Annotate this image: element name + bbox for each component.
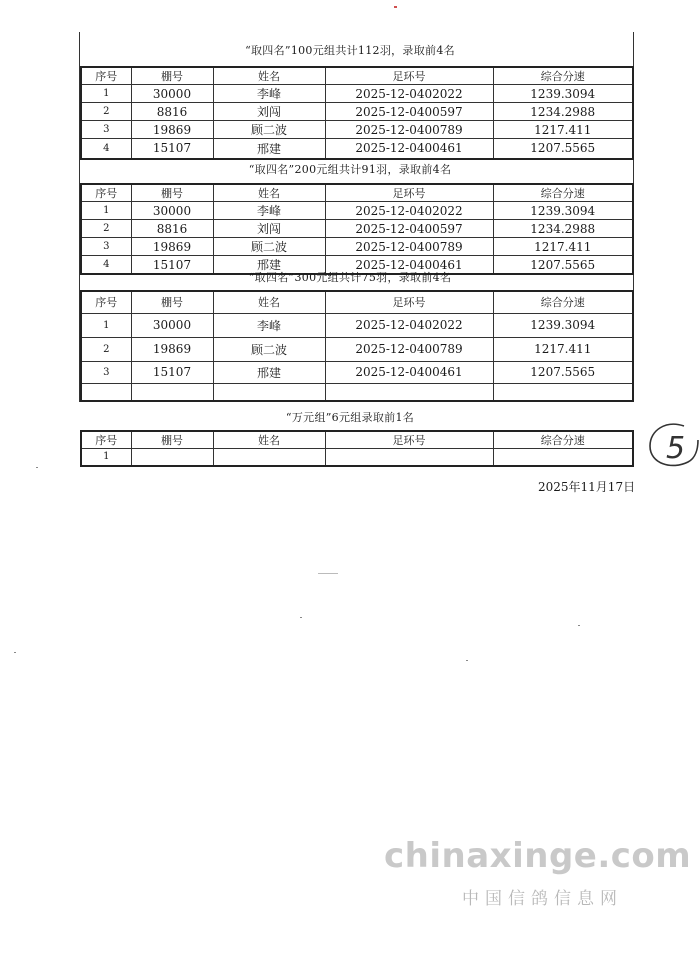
cell-ring: 2025-12-0400789 <box>325 238 493 256</box>
cell-seq <box>81 383 131 401</box>
results-table <box>80 430 634 467</box>
cell-seq: 2 <box>81 220 131 238</box>
cell-ring: 2025-12-0400461 <box>325 256 493 275</box>
scan-speck <box>14 652 16 653</box>
cell-seq: 1 <box>81 202 131 220</box>
cell-loft: 8816 <box>131 220 213 238</box>
header-loft: 棚号 <box>131 184 213 202</box>
scan-speck <box>466 660 468 661</box>
cell-loft: 30000 <box>131 85 213 103</box>
cell-speed <box>493 449 633 466</box>
cell-seq: 1 <box>81 449 131 466</box>
header-ring: 足环号 <box>325 431 493 449</box>
section-title: “万元组”6元组录取前1名 <box>285 411 415 424</box>
cell-name: 刘闯 <box>213 220 325 238</box>
cell-loft <box>131 449 213 466</box>
header-loft: 棚号 <box>131 431 213 449</box>
cell-ring <box>325 449 493 466</box>
cell-name: 李峰 <box>213 313 325 337</box>
table-row <box>81 139 633 159</box>
watermark-domain: chinaxinge.com <box>384 836 692 876</box>
document-date: 2025年11月17日 <box>538 480 636 494</box>
header-speed: 综合分速 <box>493 291 633 313</box>
cell-seq: 3 <box>81 361 131 383</box>
header-speed: 综合分速 <box>493 184 633 202</box>
header-ring: 足环号 <box>325 67 493 85</box>
cell-seq: 1 <box>81 85 131 103</box>
ink-speck <box>394 6 397 8</box>
table-row <box>81 238 633 256</box>
header-loft: 棚号 <box>131 67 213 85</box>
table-row <box>81 103 633 121</box>
cell-name: 李峰 <box>213 85 325 103</box>
cell-name: 顾二波 <box>213 121 325 139</box>
cell-loft: 15107 <box>131 139 213 159</box>
header-loft: 棚号 <box>131 291 213 313</box>
cell-seq: 2 <box>81 103 131 121</box>
cell-loft: 15107 <box>131 361 213 383</box>
cell-loft: 15107 <box>131 256 213 275</box>
cell-name: 邢建 <box>213 256 325 275</box>
table-row <box>81 121 633 139</box>
header-name: 姓名 <box>213 67 325 85</box>
cell-speed: 1234.2988 <box>493 103 633 121</box>
cell-loft: 19869 <box>131 238 213 256</box>
cell-name: 顾二波 <box>213 238 325 256</box>
results-table <box>80 290 634 402</box>
cell-ring: 2025-12-0400461 <box>325 139 493 159</box>
table-row <box>81 449 633 466</box>
cell-name: 刘闯 <box>213 103 325 121</box>
header-name: 姓名 <box>213 431 325 449</box>
cell-ring: 2025-12-0402022 <box>325 313 493 337</box>
cell-ring: 2025-12-0400597 <box>325 220 493 238</box>
handwritten-page-mark <box>644 418 700 474</box>
cell-seq: 4 <box>81 139 131 159</box>
section-title: “取四名”200元组共计91羽，录取前4名 <box>248 163 452 176</box>
cell-speed: 1217.411 <box>493 238 633 256</box>
cell-speed <box>493 383 633 401</box>
table-row <box>81 313 633 337</box>
cell-name: 邢建 <box>213 139 325 159</box>
cell-name: 李峰 <box>213 202 325 220</box>
table-row <box>81 85 633 103</box>
header-seq: 序号 <box>81 291 131 313</box>
cell-speed: 1207.5565 <box>493 256 633 275</box>
cell-ring <box>325 383 493 401</box>
section-title: “取四名”300元组共计75羽，录取前4名 <box>248 271 452 284</box>
table-row <box>81 383 633 401</box>
cell-speed: 1234.2988 <box>493 220 633 238</box>
handwritten-number: 5 <box>666 431 686 466</box>
table-row <box>81 220 633 238</box>
cell-seq: 2 <box>81 337 131 361</box>
cell-loft <box>131 383 213 401</box>
watermark-cn: 中国信鸽信息网 <box>462 889 623 909</box>
cell-ring: 2025-12-0400597 <box>325 103 493 121</box>
scan-speck <box>578 625 580 626</box>
scan-speck <box>300 617 302 618</box>
header-seq: 序号 <box>81 67 131 85</box>
cell-seq: 1 <box>81 313 131 337</box>
cell-speed: 1239.3094 <box>493 313 633 337</box>
cell-loft: 19869 <box>131 337 213 361</box>
scan-speck <box>318 573 338 574</box>
cell-speed: 1207.5565 <box>493 361 633 383</box>
header-name: 姓名 <box>213 291 325 313</box>
section-title: “取四名”100元组共计112羽，录取前4名 <box>245 44 455 57</box>
cell-speed: 1207.5565 <box>493 139 633 159</box>
cell-ring: 2025-12-0400461 <box>325 361 493 383</box>
header-seq: 序号 <box>81 431 131 449</box>
cell-ring: 2025-12-0402022 <box>325 85 493 103</box>
header-ring: 足环号 <box>325 291 493 313</box>
cell-seq: 3 <box>81 238 131 256</box>
table-row <box>81 337 633 361</box>
cell-speed: 1217.411 <box>493 337 633 361</box>
results-table <box>80 183 634 275</box>
cell-name: 邢建 <box>213 361 325 383</box>
header-seq: 序号 <box>81 184 131 202</box>
header-ring: 足环号 <box>325 184 493 202</box>
cell-seq: 3 <box>81 121 131 139</box>
results-table <box>80 66 634 160</box>
header-speed: 综合分速 <box>493 67 633 85</box>
cell-name <box>213 383 325 401</box>
cell-name <box>213 449 325 466</box>
header-speed: 综合分速 <box>493 431 633 449</box>
scan-speck <box>36 467 38 468</box>
cell-loft: 8816 <box>131 103 213 121</box>
cell-speed: 1239.3094 <box>493 85 633 103</box>
cell-ring: 2025-12-0402022 <box>325 202 493 220</box>
cell-speed: 1239.3094 <box>493 202 633 220</box>
cell-name: 顾二波 <box>213 337 325 361</box>
cell-seq: 4 <box>81 256 131 275</box>
cell-loft: 30000 <box>131 202 213 220</box>
cell-speed: 1217.411 <box>493 121 633 139</box>
cell-loft: 30000 <box>131 313 213 337</box>
cell-ring: 2025-12-0400789 <box>325 337 493 361</box>
header-name: 姓名 <box>213 184 325 202</box>
cell-ring: 2025-12-0400789 <box>325 121 493 139</box>
table-row <box>81 202 633 220</box>
table-row <box>81 361 633 383</box>
cell-loft: 19869 <box>131 121 213 139</box>
